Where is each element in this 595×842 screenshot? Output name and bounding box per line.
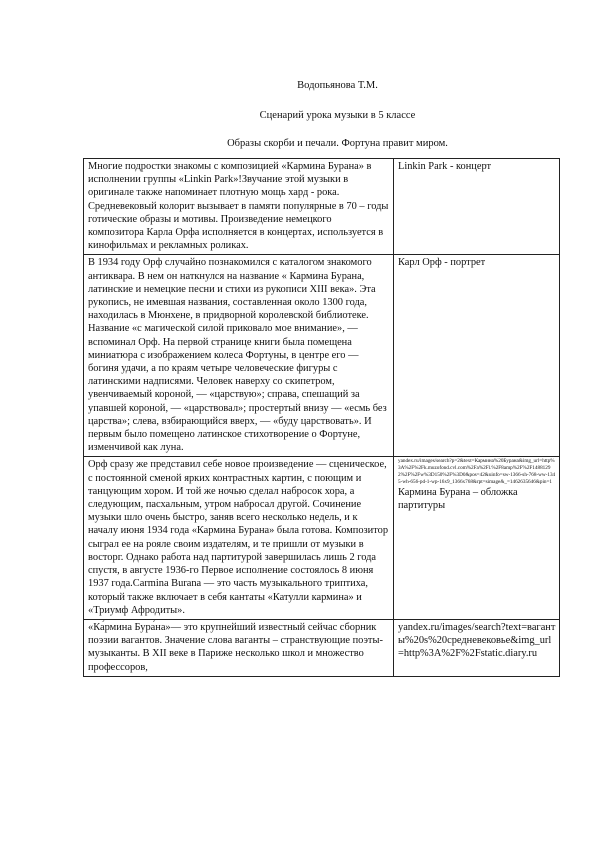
paragraph: В 1934 году Орф случайно познакомился с каталогом знакомого антиквара. В нем он наткнулся на название « Кармина Бурана, латинские и немецкие песни и стихи из рукописи XIII века». Эта рукопись, не имевшая названия, составленная около 1300 года, находилась в Мюнхене, в придворной королевской библиотеке. Название «с магической силой приковало мое внимание», — вспоминал Орф. На первой странице книги была помещена миниатюра с изображением колеса Фортуны, в центре его — богиня удачи, а по краям четыре человеческие фигуры с латинскими надписями. Человек наверху со скипетром, увенчиваемый короной, — «царствую»; справа, спешащий за упавшей короной, — «царствовал»; простертый внизу — «есмь без царства»; слева, взбирающийся вверх, — «буду царствовать». И первым было помещено латинское стихотворение о Фортуне, изменчивой как луна. bbox=[88, 257, 387, 454]
table-row bbox=[84, 619, 560, 676]
table-row bbox=[84, 159, 560, 255]
image-link[interactable]: yandex.ru/images/search?text=ваганты%20s%20средневековье&img_url=http%3A%2F%2Fstatic.diary.ru bbox=[398, 621, 556, 660]
row-1-media bbox=[394, 159, 560, 255]
author-name: Водопьянова Т.М. bbox=[297, 80, 378, 91]
table-row bbox=[84, 457, 560, 619]
paragraph: «Ка́рмина Бура́на»— это крупнейший известный сейчас сборник поэзии вагантов. Значение слова ваганты – странствующие поэты-музыканты. В XII веке в Париже несколько школ и множество профессоров, bbox=[88, 621, 383, 673]
media-caption: Кармина Бурана – обложка партитуры bbox=[398, 487, 518, 512]
row-3-media bbox=[394, 457, 560, 619]
row-2-text bbox=[84, 255, 394, 457]
lesson-subtitle: Сценарий урока музыки в 5 классе bbox=[259, 110, 416, 121]
image-link[interactable]: yandex.ru/images/search?p=2&text=Кармина%20Бурана&img_url=http%3A%2F%2Fk.muzofond.cvl.com%2Fa%2Fl.%2F8amp%2F%2F14881292%2F%2Fw%3D150%2F%3D0&pos=42&uinfo=sw-1366-sh-768-ww-1345-wh-656-pd-1-wp-16x9_1366x768&rpt=simage&_=1462635646&pin=1 bbox=[398, 458, 556, 486]
row-4-media bbox=[394, 619, 560, 676]
paragraph: Орф сразу же представил себе новое произведение — сценическое, с постоянной сменой ярких контрастных картин, с поющим и танцующим хором. И той же ночью сделал набросок хора, а следующим, пасхальным, утром набросал другой. Сочинение музыки шло очень быстро, заняв всего несколько недель, и к началу июня 1934 года «Кармина Бурана» была готова. Композитор сыграл ее на рояле своим издателям, и те пришли от музыки в восторг. Однако работа над партитурой завершилась лишь 2 года спустя, в августе 1936-го Первое исполнение состоялось 8 июня 1937 года.Carmina Burana — это часть музыкального триптиха, который также включает в себя кантаты «Катулли кармина» и «Триумф Афродиты». bbox=[88, 459, 389, 616]
media-caption: Карл Орф - портрет bbox=[398, 257, 486, 269]
row-2-media bbox=[394, 255, 560, 457]
table-row bbox=[84, 255, 560, 457]
lesson-topic: Образы скорби и печали. Фортуна правит миром. bbox=[227, 138, 448, 149]
row-3-text bbox=[84, 457, 394, 619]
paragraph: Многие подростки знакомы с композицией «Кармина Бурана» в исполнении группы «Linkin Park»!Звучание этой музыки в оригинале также напоминает плотную мощь хард - рока. Средневековый колорит вызывает в памяти популярные в 70 – годы готические образы и мотивы. Произведение немецкого композитора Карла Орфа исполняется в концертах, используется в кинофильмах и рекламных роликах. bbox=[88, 161, 389, 252]
row-4-text bbox=[84, 619, 394, 676]
content-table bbox=[83, 158, 560, 677]
media-caption: Linkin Park - концерт bbox=[398, 161, 492, 172]
row-1-text bbox=[84, 159, 394, 255]
